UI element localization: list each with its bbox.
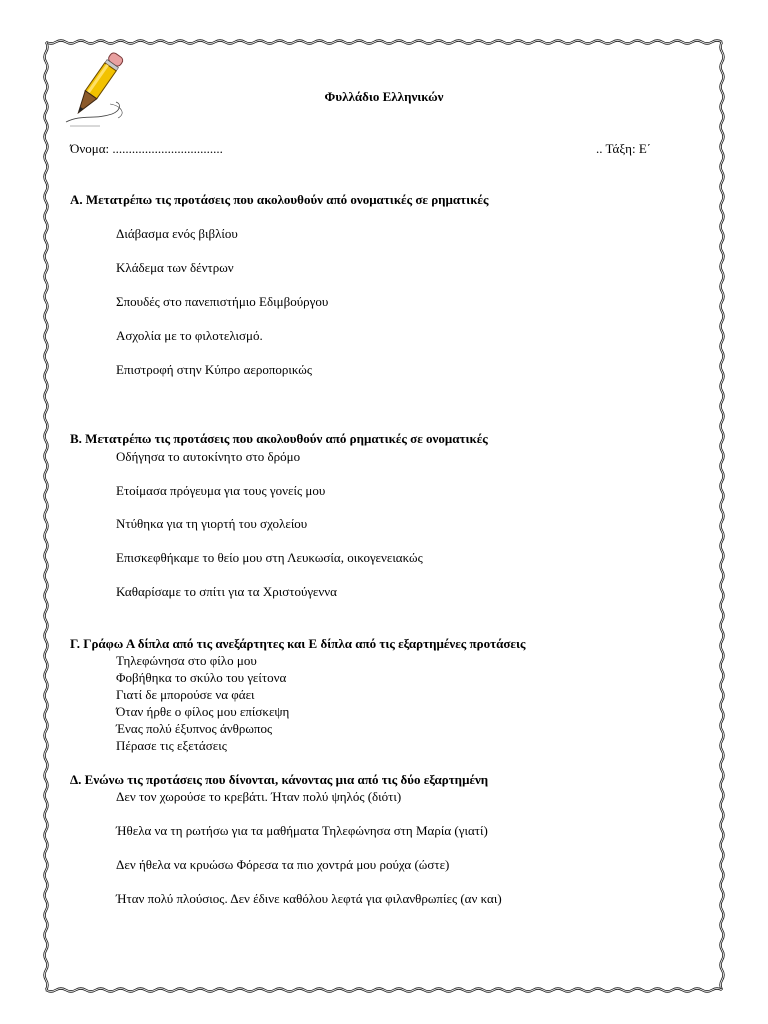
section-b-heading: Β. Μετατρέπω τις προτάσεις που ακολουθούν από ρηματικές σε ονοματικές [70, 431, 488, 446]
list-item: Οδήγησα το αυτοκίνητο στο δρόμο [116, 449, 301, 464]
list-item: Γιατί δε μπορούσε να φάει [116, 687, 255, 702]
list-item: Επισκεφθήκαμε το θείο μου στη Λευκωσία, οικογενειακώς [116, 550, 423, 565]
list-item: Διάβασμα ενός βιβλίου [116, 226, 238, 241]
list-item: Ένας πολύ έξυπνος άνθρωπος [116, 721, 273, 736]
list-item: Όταν ήρθε ο φίλος μου επίσκεψη [116, 704, 290, 719]
section-a-heading: Α. Μετατρέπω τις προτάσεις που ακολουθούν από ονοματικές σε ρηματικές [70, 192, 489, 207]
list-item: Ήθελα να τη ρωτήσω για τα μαθήματα Τηλεφώνησα στη Μαρία (γιατί) [116, 823, 488, 838]
list-item: Ασχολία με το φιλοτελισμό. [116, 328, 263, 343]
section-d-heading: Δ. Ενώνω τις προτάσεις που δίνονται, κάνοντας μια από τις δύο εξαρτημένη [70, 772, 489, 787]
worksheet-title: Φυλλάδιο Ελληνικών [324, 89, 444, 104]
list-item: Δεν ήθελα να κρυώσω Φόρεσα τα πιο χοντρά μου ρούχα (ώστε) [116, 857, 450, 872]
list-item: Φοβήθηκα το σκύλο του γείτονα [116, 670, 287, 685]
list-item: Κλάδεμα των δέντρων [116, 260, 234, 275]
list-item: Ετοίμασα πρόγευμα για τους γονείς μου [116, 483, 326, 498]
list-item: Ντύθηκα για τη γιορτή του σχολείου [116, 516, 308, 531]
list-item: Καθαρίσαμε το σπίτι για τα Χριστούγεννα [116, 584, 337, 599]
section-c-heading: Γ. Γράφω Α δίπλα από τις ανεξάρτητες και Ε δίπλα από τις εξαρτημένες προτάσεις [70, 636, 526, 651]
list-item: Σπουδές στο πανεπιστήμιο Εδιμβούργου [116, 294, 329, 309]
list-item: Ήταν πολύ πλούσιος. Δεν έδινε καθόλου λεφτά για φιλανθρωπίες (αν και) [116, 891, 502, 906]
list-item: Πέρασε τις εξετάσεις [116, 738, 227, 753]
list-item: Τηλεφώνησα στο φίλο μου [116, 653, 257, 668]
list-item: Δεν τον χωρούσε το κρεβάτι. Ήταν πολύ ψηλός (διότι) [116, 789, 402, 804]
name-field-label: Όνομα: .................................. [70, 141, 223, 156]
class-field-label: .. Τάξη: Ε΄ [596, 141, 652, 156]
list-item: Επιστροφή στην Κύπρο αεροπορικώς [116, 362, 313, 377]
